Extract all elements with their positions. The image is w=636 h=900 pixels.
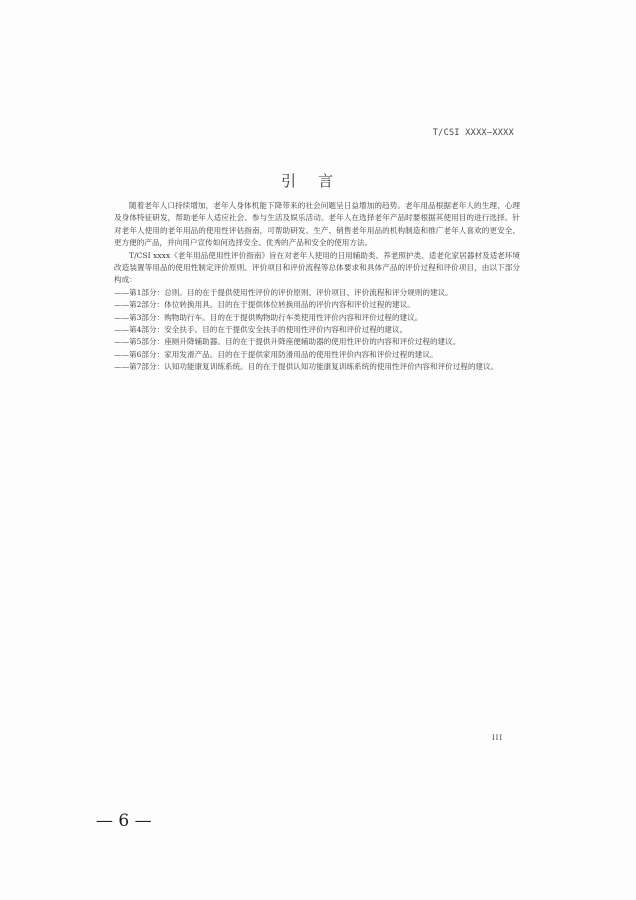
intro-body xyxy=(114,200,520,374)
list-dash: —— xyxy=(114,287,130,297)
roman-page-number: III xyxy=(492,733,503,742)
part-text: 认知功能康复训练系统。目的在于提供认知功能康复训练系统的使用性评价内容和评价过程的建议。 xyxy=(164,362,499,372)
list-dash: —— xyxy=(114,300,130,310)
standard-code: T/CSI XXXX—XXXX xyxy=(432,128,514,138)
part-label: 第1部分： xyxy=(129,287,165,297)
list-item xyxy=(114,312,520,324)
intro-paragraph-2: T/CSI xxxx《老年用品使用性评价指南》旨在对老年人使用的日用辅助类、养老照护类、适老化家居器材及适老环境改造装置等用品的使用性制定评价原则、评价项目和评价流程等总体要求和具体产品的评价过程和评价项目，由以下部分构成： xyxy=(114,250,520,285)
page-number: — 6 — xyxy=(96,811,152,831)
part-text: 体位转换用具。目的在于提供体位转换用品的评价内容和评价过程的建议。 xyxy=(164,300,415,310)
intro-paragraph-1: 随着老年人口持续增加，老年人身体机能下降带来的社会问题呈日益增加的趋势。老年用品根据老年人的生理、心理及身体特征研发，帮助老年人适应社会、参与生活及娱乐活动。老年人在选择老年产品时要根据其使用目的进行选择。针对老年人使用的老年用品的使用性评估指南，可帮助研发、生产、销售老年用品的机构制造和推广老年人喜欢的更安全、更方便的产品，并向用户宣传如何选择安全、优秀的产品和安全的使用方法。 xyxy=(114,201,520,248)
part-label: 第4部分： xyxy=(129,325,165,335)
part-text: 座厕升降辅助器。目的在于提供升降座便辅助器的使用性评价的内容和评价过程的建议。 xyxy=(164,337,461,347)
page-title: 引言 xyxy=(280,172,355,190)
list-dash: —— xyxy=(114,362,130,372)
part-text: 总则。目的在于提供使用性评价的评价原则、评价项目、评价流程和评分规则的建议。 xyxy=(164,287,453,297)
part-text: 购物助行车。目的在于提供购物助行车类使用性评价内容和评价过程的建议。 xyxy=(164,312,423,322)
part-label: 第6部分： xyxy=(129,349,165,359)
list-item xyxy=(114,349,520,361)
list-dash: —— xyxy=(114,337,130,347)
part-text: 家用发滑产品。目的在于提供家用防滑用品的使用性评价内容和评价过程的建议。 xyxy=(164,349,438,359)
list-dash: —— xyxy=(114,312,130,322)
list-item xyxy=(114,324,520,336)
part-label: 第3部分： xyxy=(129,312,165,322)
part-text: 安全扶手。目的在于提供安全扶手的使用性评价内容和评价过程的建议。 xyxy=(164,325,408,335)
list-dash: —— xyxy=(114,325,130,335)
list-item xyxy=(114,287,520,299)
list-item xyxy=(114,299,520,311)
list-dash: —— xyxy=(114,349,130,359)
part-label: 第2部分： xyxy=(129,300,165,310)
parts-list xyxy=(114,287,520,374)
part-label: 第7部分： xyxy=(129,362,165,372)
part-label: 第5部分： xyxy=(129,337,165,347)
list-item xyxy=(114,336,520,348)
list-item xyxy=(114,361,520,373)
